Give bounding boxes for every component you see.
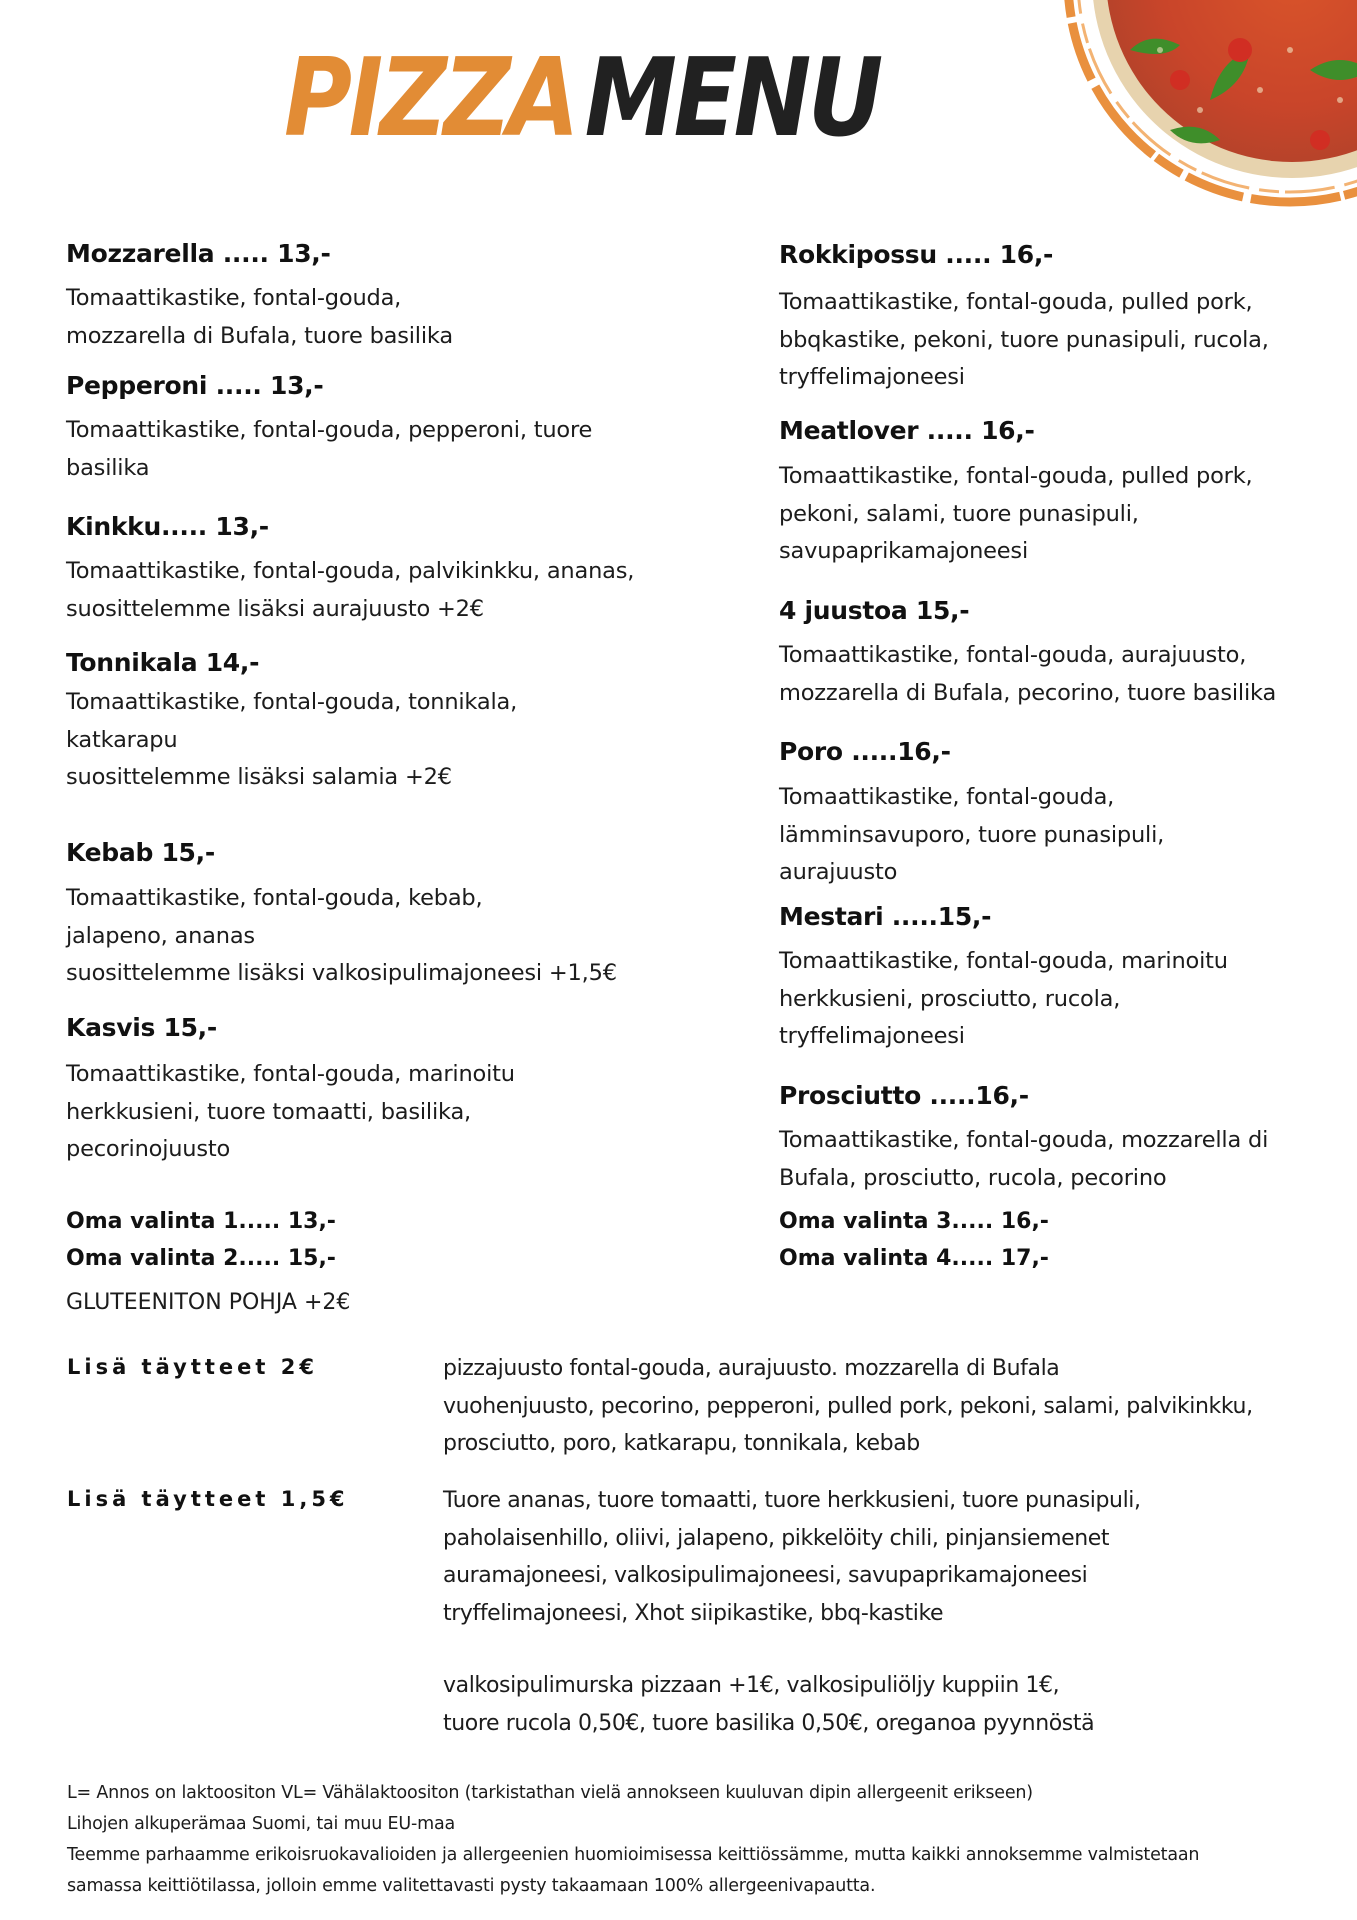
text-line: vuohenjuusto, pecorino, pepperoni, pulled pork, pekoni, salami, palvikinkku, <box>443 1393 1253 1419</box>
text-line: Tomaattikastike, fontal-gouda, mozzarella di <box>779 1127 1269 1153</box>
menu-item-desc <box>66 553 634 628</box>
custom-pizza-4: Oma valinta 4..... 17,- <box>779 1246 1049 1271</box>
menu-item-desc <box>66 412 592 487</box>
text-line: valkosipulimurska pizzaan +1€, valkosipuliöljy kuppiin 1€, <box>443 1673 1060 1698</box>
menu-item-title: Mozzarella ..... 13,- <box>66 239 331 268</box>
custom-pizza-3: Oma valinta 3..... 16,- <box>779 1209 1049 1234</box>
text-line: Tomaattikastike, fontal-gouda, aurajuusto, <box>779 642 1247 668</box>
title-menu: MENU <box>584 36 880 161</box>
text-line: Tomaattikastike, fontal-gouda, kebab, <box>66 885 483 911</box>
text-line: tryffelimajoneesi <box>779 1023 965 1049</box>
text-line: mozzarella di Bufala, tuore basilika <box>66 322 453 349</box>
text-line: Tomaattikastike, fontal-gouda, <box>66 285 402 311</box>
page-title <box>284 36 880 161</box>
menu-item-title: Poro .....16,- <box>779 737 951 766</box>
text-line: Tuore ananas, tuore tomaatti, tuore herkkusieni, tuore punasipuli, <box>443 1488 1141 1513</box>
text-line: L= Annos on laktoositon VL= Vähälaktoositon (tarkistathan vielä annokseen kuuluvan dipin allergeenit erikseen) <box>67 1783 1033 1803</box>
text-line: mozzarella di Bufala, pecorino, tuore basilika <box>779 679 1277 706</box>
text-line: suosittelemme lisäksi salamia +2€ <box>66 764 452 790</box>
text-line: samassa keittiötilassa, jolloin emme valitettavasti pysty takaamaan 100% allergeenivapautta. <box>67 1876 876 1896</box>
text-line: lämminsavuporo, tuore punasipuli, <box>779 821 1165 848</box>
menu-item-desc <box>66 684 517 797</box>
menu-item-title: 4 juustoa 15,- <box>779 596 970 625</box>
text-line: Tomaattikastike, fontal-gouda, pulled pork, <box>779 463 1253 489</box>
text-line: tryffelimajoneesi, Xhot siipikastike, bbq-kastike <box>443 1600 944 1626</box>
text-line: Tomaattikastike, fontal-gouda, tonnikala, <box>66 689 518 715</box>
menu-item-desc <box>779 943 1228 1056</box>
text-line: pekoni, salami, tuore punasipuli, <box>779 500 1139 527</box>
custom-pizza-1: Oma valinta 1..... 13,- <box>66 1209 336 1234</box>
menu-item-desc <box>779 284 1269 397</box>
custom-pizza-list <box>779 1203 1049 1277</box>
menu-item-title: Meatlover ..... 16,- <box>779 416 1035 445</box>
menu-item-desc <box>779 1122 1268 1197</box>
menu-item-title: Kebab 15,- <box>66 838 215 867</box>
menu-item-title: Tonnikala 14,- <box>66 648 260 677</box>
title-pizza: PIZZA <box>284 36 577 161</box>
text-line: bbqkastike, pekoni, tuore punasipuli, rucola, <box>779 326 1269 353</box>
allergen-footer <box>67 1778 1199 1902</box>
text-line: herkkusieni, tuore tomaatti, basilika, <box>66 1098 472 1125</box>
text-line: Tomaattikastike, fontal-gouda, pepperoni, tuore <box>66 417 593 443</box>
menu-item-title: Rokkipossu ..... 16,- <box>779 240 1054 269</box>
menu-item-title: Kinkku..... 13,- <box>66 512 269 541</box>
text-line: Lihojen alkuperämaa Suomi, tai muu EU-maa <box>67 1814 456 1834</box>
gluten-free-note: GLUTEENITON POHJA +2€ <box>66 1290 351 1315</box>
extra-toppings-list <box>443 1482 1141 1632</box>
text-line: pizzajuusto fontal-gouda, aurajuusto. mozzarella di Bufala <box>443 1356 1060 1381</box>
text-line: basilika <box>66 454 150 481</box>
custom-pizza-2: Oma valinta 2..... 15,- <box>66 1246 336 1271</box>
text-line: savupaprikamajoneesi <box>779 538 1029 564</box>
text-line: tuore rucola 0,50€, tuore basilika 0,50€, oreganoa pyynnöstä <box>443 1710 1095 1736</box>
text-line: aurajuusto <box>779 859 898 885</box>
text-line: jalapeno, ananas <box>66 922 255 949</box>
menu-item-desc <box>66 880 617 993</box>
menu-item-title: Mestari .....15,- <box>779 902 992 931</box>
menu-item-desc <box>66 1056 515 1169</box>
text-line: pecorinojuusto <box>66 1136 231 1162</box>
custom-pizza-list <box>66 1203 336 1277</box>
extra-toppings-label: Lisä täytteet 2€ <box>67 1355 318 1379</box>
text-line: auramajoneesi, valkosipulimajoneesi, savupaprikamajoneesi <box>443 1563 1088 1588</box>
text-line: prosciutto, poro, katkarapu, tonnikala, kebab <box>443 1431 920 1456</box>
menu-item-desc <box>779 637 1276 712</box>
menu-item-desc <box>779 779 1164 892</box>
menu-item-title: Kasvis 15,- <box>66 1013 217 1042</box>
text-line: katkarapu <box>66 726 178 753</box>
extra-toppings-list <box>443 1350 1253 1463</box>
text-line: tryffelimajoneesi <box>779 364 965 390</box>
menu-item-desc <box>779 458 1252 571</box>
text-line: paholaisenhillo, oliivi, jalapeno, pikkelöity chili, pinjansiemenet <box>443 1525 1110 1551</box>
text-line: Teemme parhaamme erikoisruokavalioiden ja allergeenien huomioimisessa keittiössämme, mutta kaikki annoksemme valmistetaan <box>67 1845 1200 1865</box>
extra-notes <box>443 1667 1094 1742</box>
extra-toppings-label: Lisä täytteet 1,5€ <box>67 1487 349 1511</box>
menu-item-desc <box>66 280 453 355</box>
text-line: Tomaattikastike, fontal-gouda, marinoitu <box>779 948 1228 974</box>
menu-item-title: Prosciutto .....16,- <box>779 1081 1029 1110</box>
text-line: Tomaattikastike, fontal-gouda, pulled pork, <box>779 289 1253 315</box>
text-line: Bufala, prosciutto, rucola, pecorino <box>779 1164 1167 1191</box>
text-line: Tomaattikastike, fontal-gouda, marinoitu <box>66 1061 515 1087</box>
text-line: Tomaattikastike, fontal-gouda, <box>779 784 1115 810</box>
text-line: suosittelemme lisäksi valkosipulimajoneesi +1,5€ <box>66 960 617 986</box>
text-line: Tomaattikastike, fontal-gouda, palvikinkku, ananas, <box>66 558 635 584</box>
text-line: suosittelemme lisäksi aurajuusto +2€ <box>66 595 484 622</box>
text-line: herkkusieni, prosciutto, rucola, <box>779 985 1121 1012</box>
pizza-image <box>1060 0 1357 210</box>
menu-item-title: Pepperoni ..... 13,- <box>66 371 324 400</box>
